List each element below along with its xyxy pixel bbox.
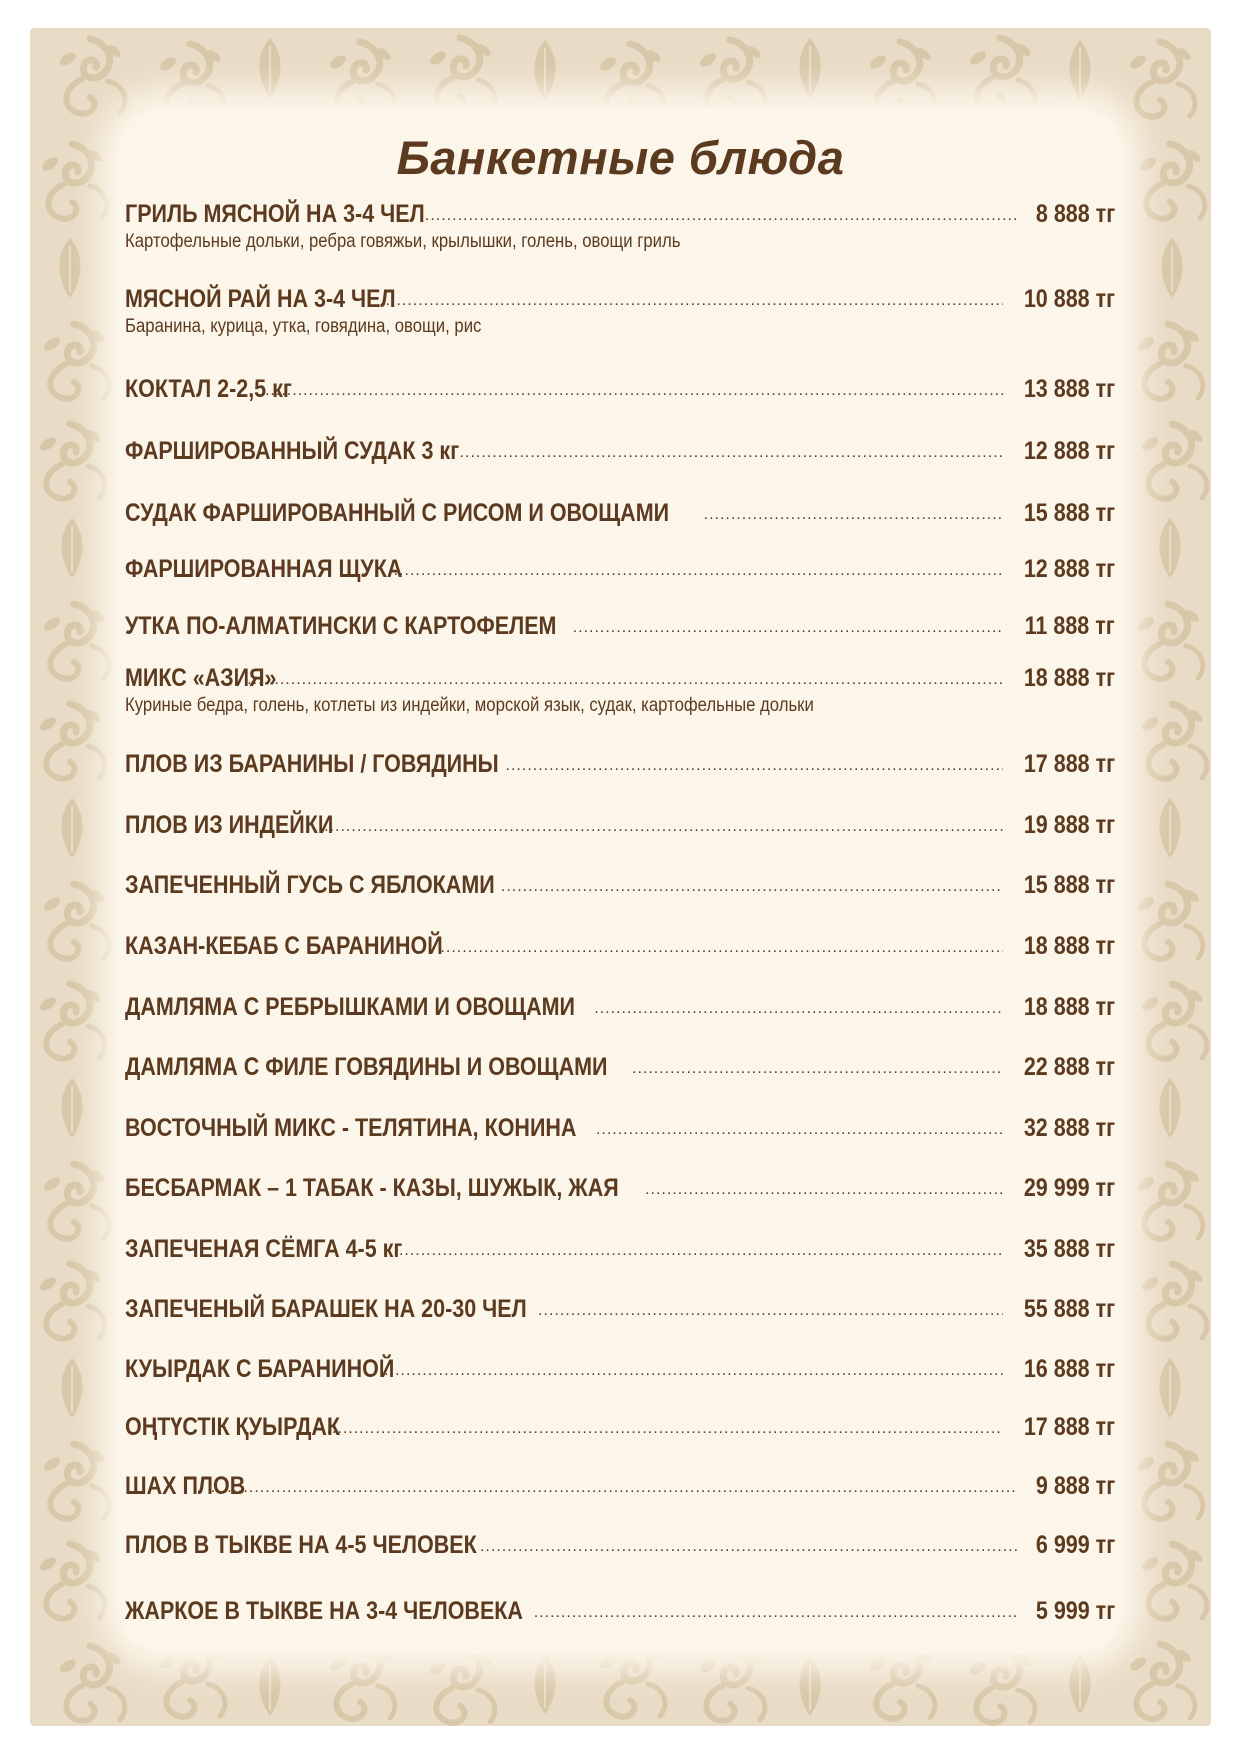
leader-dots [594,1000,1003,1018]
item-price: 19 888 тг [1023,811,1115,839]
leader-dots [313,818,1003,836]
leader-dots [265,382,1003,400]
menu-item [125,1355,1115,1384]
leader-dots [538,1302,1003,1320]
item-price: 9 888 тг [1035,1472,1115,1500]
menu-item [125,499,1115,528]
leader-dots [480,1538,1017,1556]
item-name: ПЛОВ ИЗ БАРАНИНЫ / ГОВЯДИНЫ [125,750,499,778]
leader-dots [573,619,1005,637]
menu-item [125,1295,1115,1324]
item-name: ЗАПЕЧЕНЫЙ БАРАШЕК НА 20-30 ЧЕЛ [125,1295,527,1323]
item-name: ФАРШИРОВАННАЯ ЩУКА [125,555,403,583]
item-price: 35 888 тг [1023,1235,1115,1263]
menu-item [125,612,1115,641]
item-price: 5 999 тг [1035,1597,1115,1625]
menu-item [125,932,1115,961]
item-price: 8 888 тг [1035,200,1115,228]
item-price: 10 888 тг [1023,285,1115,313]
leader-dots [440,939,1003,957]
leader-dots [394,562,1003,580]
leader-dots [384,1362,1003,1380]
item-price: 13 888 тг [1023,375,1115,403]
item-name: ЗАПЕЧЕНАЯ СЁМГА 4-5 кг [125,1235,403,1263]
item-price: 12 888 тг [1023,437,1115,465]
item-name: КУЫРДАК С БАРАНИНОЙ [125,1355,395,1383]
leader-dots [394,1242,1003,1260]
item-price: 15 888 тг [1023,871,1115,899]
item-name: ГРИЛЬ МЯСНОЙ НА 3-4 ЧЕЛ [125,200,425,228]
item-name: ВОСТОЧНЫЙ МИКС - ТЕЛЯТИНА, КОНИНА [125,1114,577,1142]
item-name: ШАХ ПЛОВ [125,1472,246,1500]
menu-item [125,750,1115,779]
item-name: КОКТАЛ 2-2,5 кг [125,375,292,403]
leader-dots [596,1121,1003,1139]
page-title: Банкетные блюда [396,131,845,184]
item-name: ПЛОВ В ТЫКВЕ НА 4-5 ЧЕЛОВЕК [125,1531,477,1559]
leader-dots [632,1060,1003,1078]
menu-item [125,1413,1115,1442]
menu-item [125,1114,1115,1143]
item-name: МЯСНОЙ РАЙ НА 3-4 ЧЕЛ [125,285,396,313]
menu-item [125,375,1115,404]
leader-dots [247,671,1003,689]
menu-item [125,285,1115,338]
menu-item [125,437,1115,466]
item-price: 29 999 тг [1023,1174,1115,1202]
item-price: 32 888 тг [1023,1114,1115,1142]
item-name: ДАМЛЯМА С ФИЛЕ ГОВЯДИНЫ И ОВОЩАМИ [125,1053,608,1081]
leader-dots [534,1604,1017,1622]
item-name: СУДАК ФАРШИРОВАННЫЙ С РИСОМ И ОВОЩАМИ [125,499,670,527]
item-price: 18 888 тг [1023,932,1115,960]
menu-item [125,1174,1115,1203]
menu-item [125,200,1115,253]
item-name: ЖАРКОЕ В ТЫКВЕ НА 3-4 ЧЕЛОВЕКА [125,1597,523,1625]
menu-item [125,871,1115,900]
leader-dots [501,878,1003,896]
leader-dots [321,1420,1003,1438]
item-name: КАЗАН-КЕБАБ С БАРАНИНОЙ [125,932,443,960]
item-price: 55 888 тг [1023,1295,1115,1323]
leader-dots [460,444,1003,462]
item-price: 22 888 тг [1023,1053,1115,1081]
item-name: ПЛОВ ИЗ ИНДЕЙКИ [125,811,334,839]
item-price: 17 888 тг [1023,750,1115,778]
item-price: 16 888 тг [1023,1355,1115,1383]
item-price: 11 888 тг [1024,612,1115,640]
menu-item [125,1053,1115,1082]
item-name: ФАРШИРОВАННЫЙ СУДАК 3 кг [125,437,460,465]
leader-dots [704,506,1003,524]
item-name: ЗАПЕЧЕННЫЙ ГУСЬ С ЯБЛОКАМИ [125,871,495,899]
menu-item [125,1235,1115,1264]
menu-item [125,1597,1115,1626]
item-name: ОҢТҮСТІК ҚУЫРДАК [125,1413,341,1441]
item-price: 6 999 тг [1035,1531,1115,1559]
item-price: 17 888 тг [1023,1413,1115,1441]
item-price: 15 888 тг [1023,499,1115,527]
menu-item [125,811,1115,840]
leader-dots [211,1479,1017,1497]
leader-dots [386,292,1003,310]
item-name: УТКА ПО-АЛМАТИНСКИ С КАРТОФЕЛЕМ [125,612,557,640]
item-description: Куриные бедра, голень, котлеты из индейки, морской язык, судак, картофельные дольки [125,695,814,716]
menu-item [125,555,1115,584]
menu-item [125,664,1115,717]
item-price: 18 888 тг [1023,993,1115,1021]
leader-dots [645,1181,1003,1199]
menu-item [125,993,1115,1022]
item-name: БЕСБАРМАК – 1 ТАБАК - КАЗЫ, ШУЖЫК, ЖАЯ [125,1174,619,1202]
leader-dots [419,207,1016,225]
item-name: ДАМЛЯМА С РЕБРЫШКАМИ И ОВОЩАМИ [125,993,575,1021]
menu-item [125,1531,1115,1560]
item-description: Картофельные дольки, ребра говяжьи, крылышки, голень, овощи гриль [125,231,681,252]
item-price: 18 888 тг [1023,664,1115,692]
leader-dots [506,757,1003,775]
item-description: Баранина, курица, утка, говядина, овощи, рис [125,316,482,337]
menu-item [125,1472,1115,1501]
item-name: МИКС «АЗИЯ» [125,664,277,692]
item-price: 12 888 тг [1023,555,1115,583]
